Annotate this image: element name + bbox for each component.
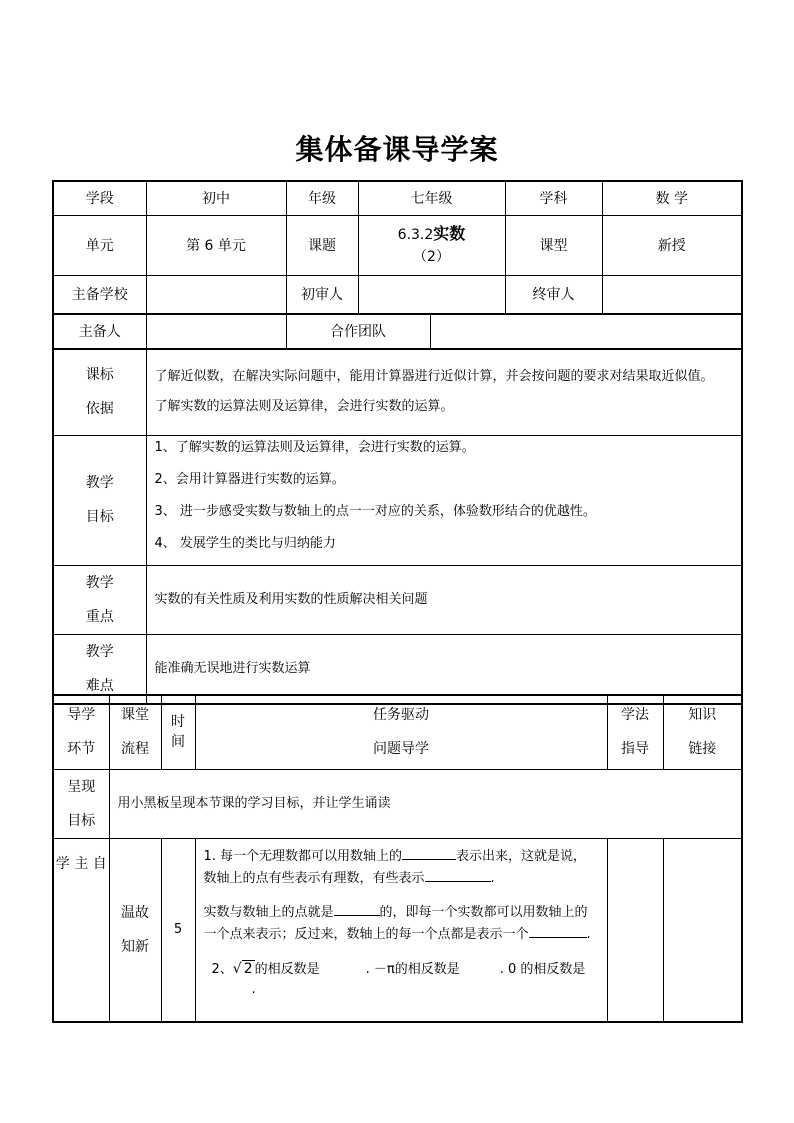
stage-value: 初中	[146, 181, 286, 215]
topic-name: 实数	[433, 223, 466, 243]
difficulties-text: 能准确无误地进行实数运算	[146, 634, 742, 704]
review-label: 温故 知新	[109, 838, 161, 1022]
standards-text	[146, 349, 742, 435]
school-value	[146, 275, 286, 313]
final-reviewer-value	[602, 275, 742, 313]
question-3: 2、√ 2 的相反数是 . －π的相反数是 . 0 的相反数是.	[211, 960, 586, 997]
key-points-text: 实数的有关性质及利用实数的性质解决相关问题	[146, 565, 742, 634]
team-label: 合作团队	[286, 314, 430, 348]
process-header: 课堂 流程	[109, 695, 161, 769]
topic-value	[358, 215, 505, 275]
goal-item: 3、 进一步感受实数与数轴上的点一一对应的关系，体验数形结合的优越性。	[154, 503, 596, 519]
blank	[529, 923, 587, 938]
grade-value: 七年级	[358, 181, 505, 215]
stage-header: 导学 环节	[53, 695, 109, 769]
standards-line-1: 了解近似数，在解决实际问题中，能用计算器进行近似计算，并会按问题的要求对结果取近似值。	[154, 369, 714, 384]
unit-value: 第 6 单元	[146, 215, 286, 275]
present-text: 用小黑板呈现本节课的学习目标，并让学生诵读	[109, 769, 742, 838]
page-title: 集体备课导学案	[295, 133, 499, 166]
goal-item: 1、了解实数的运算法则及运算律，会进行实数的运算。	[154, 439, 475, 455]
sqrt-symbol: √ 2	[232, 960, 253, 977]
school-label: 主备学校	[53, 275, 146, 313]
topic-code: 6.3.2	[397, 226, 434, 243]
standards-line-2: 了解实数的运算法则及运算律，会进行实数的运算。	[154, 399, 454, 414]
review-method	[607, 838, 663, 1022]
review-questions	[195, 838, 607, 1022]
goal-item: 4、 发展学生的类比与归纳能力	[154, 535, 336, 551]
unit-label: 单元	[53, 215, 146, 275]
task-header: 任务驱动 问题导学	[195, 695, 607, 769]
question-1: 1. 每一个无理数都可以用数轴上的 表示出来，这就是说，数轴上的点有些表示有理数，有些表示 .	[204, 845, 599, 889]
goal-item: 2、会用计算器进行实数的运算。	[154, 471, 345, 487]
blank	[425, 867, 491, 882]
goals-list	[146, 435, 742, 565]
topic-label: 课题	[286, 215, 358, 275]
present-label: 呈现 目标	[53, 769, 109, 838]
final-reviewer-label: 终审人	[505, 275, 602, 313]
subject-label: 学科	[505, 181, 602, 215]
key-points-label: 教学 重点	[53, 565, 146, 634]
grade-label: 年级	[286, 181, 358, 215]
review-time: 5	[161, 838, 195, 1022]
team-value	[430, 314, 742, 348]
stage-label: 学段	[53, 181, 146, 215]
review-link	[663, 838, 742, 1022]
method-header: 学法 指导	[607, 695, 663, 769]
first-reviewer-label: 初审人	[286, 275, 358, 313]
learning-flow-table	[52, 694, 741, 1023]
lesson-type-value: 新授	[602, 215, 742, 275]
time-header: 时 间	[161, 695, 195, 769]
question-2: 实数与数轴上的点就是 的，即每一个实数都可以用数轴上的一个点来表示；反过来，数轴上的每一个点都是表示一个 .	[204, 901, 599, 945]
standards-label: 课标 依据	[53, 349, 146, 435]
lesson-info-table	[52, 180, 741, 705]
first-reviewer-value	[358, 275, 505, 313]
preparer-value	[146, 314, 286, 348]
self-study-label: 学 主 自	[53, 838, 109, 1022]
subject-value: 数 学	[602, 181, 742, 215]
preparer-label: 主备人	[53, 314, 146, 348]
blank	[334, 901, 380, 916]
link-header: 知识 链接	[663, 695, 742, 769]
lesson-type-label: 课型	[505, 215, 602, 275]
goals-label: 教学 目标	[53, 435, 146, 565]
blank	[402, 845, 456, 860]
difficulties-label: 教学 难点	[53, 634, 146, 704]
topic-sub: （2）	[413, 248, 450, 265]
